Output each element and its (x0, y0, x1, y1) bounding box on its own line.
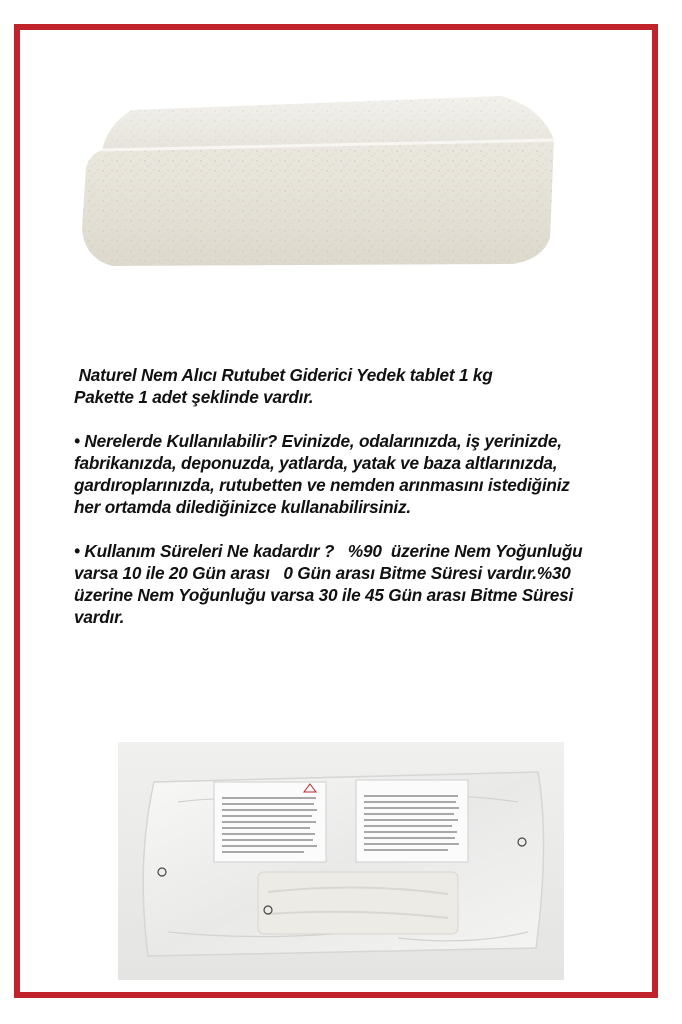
usage-duration-line-4: vardır. (74, 607, 125, 627)
intro-line-2: Pakette 1 adet şeklinde vardır. (74, 387, 314, 407)
usage-duration-line-3: üzerine Nem Yoğunluğu varsa 30 ile 45 Gün arası Bitme Süresi (74, 585, 574, 605)
usage-duration-line-2: varsa 10 ile 20 Gün arası 0 Gün arası Bitme Süresi vardır.%30 (74, 563, 571, 583)
package-photo (118, 742, 564, 980)
intro-line-1: Naturel Nem Alıcı Rutubet Giderici Yedek tablet 1 kg (74, 365, 493, 385)
product-description (74, 364, 654, 628)
tablet-photo (72, 88, 558, 266)
usage-places-line-4: her ortamda dilediğinizce kullanabilirsiniz. (74, 497, 411, 517)
usage-duration-line-1: • Kullanım Süreleri Ne kadardır ? %90 üzerine Nem Yoğunluğu (74, 541, 583, 561)
usage-places-line-3: gardıroplarınızda, rutubetten ve nemden arınmasını istediğiniz (74, 475, 570, 495)
usage-places-line-2: fabrikanızda, deponuzda, yatlarda, yatak ve baza altlarınızda, (74, 453, 558, 473)
usage-places-line-1: • Nerelerde Kullanılabilir? Evinizde, odalarınızda, iş yerinizde, (74, 431, 562, 451)
